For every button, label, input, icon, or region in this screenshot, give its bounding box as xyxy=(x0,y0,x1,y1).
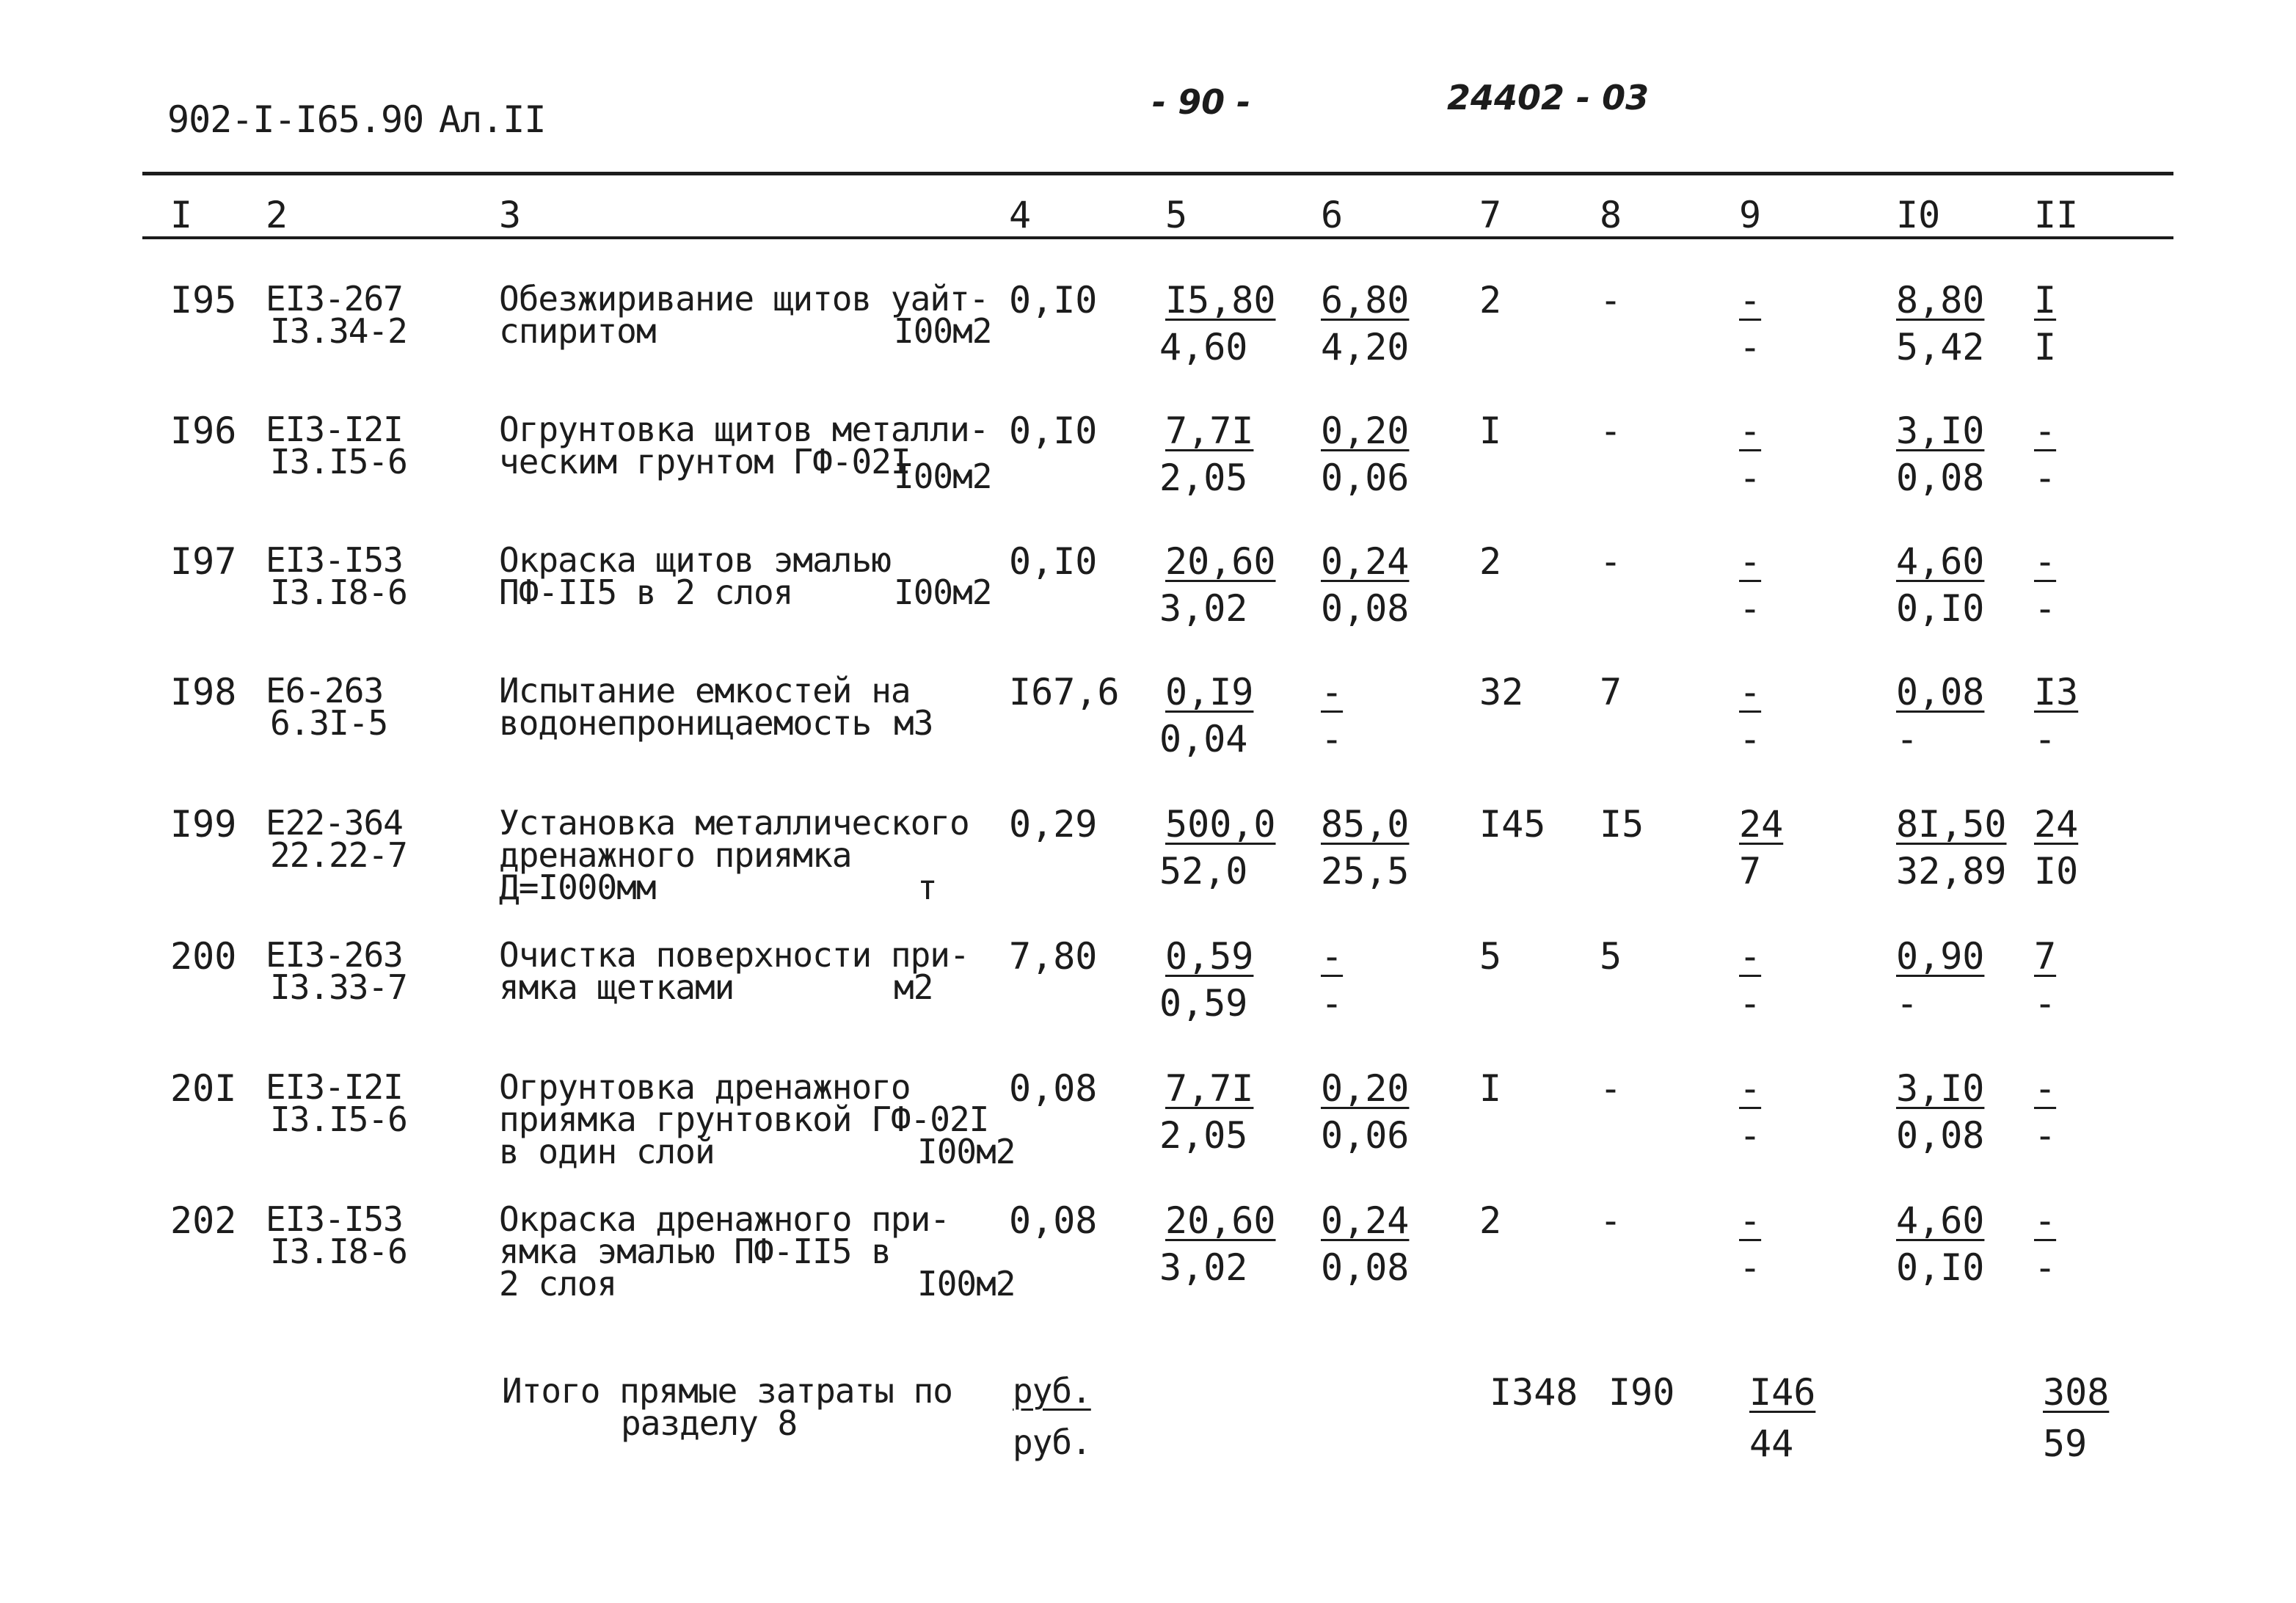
col11-top: I xyxy=(2034,279,2057,321)
col9-top: - xyxy=(1739,540,1762,583)
unit-cost-bottom: 4,60 xyxy=(1159,326,1248,368)
total-col11-bottom: 59 xyxy=(2043,1422,2088,1465)
col10-bottom: 0,I0 xyxy=(1896,1246,1985,1289)
col6-top: 6,80 xyxy=(1321,279,1410,321)
column-header-2: 2 xyxy=(266,194,288,236)
col10-top: 4,60 xyxy=(1896,1199,1985,1242)
work-description-line: Окраска щитов эмалью xyxy=(499,540,891,580)
col9-top: - xyxy=(1739,1199,1762,1242)
unit-cost-top: 7,7I xyxy=(1165,1067,1254,1110)
unit-cost-top: 20,60 xyxy=(1165,540,1276,583)
col6-bottom: 0,08 xyxy=(1321,1246,1410,1289)
norm-code: EI3-I53 xyxy=(266,540,403,580)
work-description-line: в один слой xyxy=(499,1132,715,1171)
unit-cost-bottom: 2,05 xyxy=(1159,457,1248,499)
col11-top: - xyxy=(2034,1199,2057,1242)
col9-top: - xyxy=(1739,410,1762,452)
norm-code: E22-364 xyxy=(266,803,403,843)
col9-bottom: - xyxy=(1739,718,1762,760)
col7-value: I xyxy=(1479,410,1502,452)
norm-code: EI3-I2I xyxy=(266,1067,403,1107)
col8-value: - xyxy=(1600,540,1622,583)
norm-code-2: I3.I8-6 xyxy=(270,1232,407,1271)
work-description-line: Д=I000мм xyxy=(499,868,656,907)
unit-cost-bottom: 0,59 xyxy=(1159,982,1248,1025)
col7-value: I45 xyxy=(1479,803,1546,846)
column-header-5: 5 xyxy=(1165,194,1188,236)
norm-code: EI3-263 xyxy=(266,935,403,975)
quantity: 0,08 xyxy=(1009,1199,1098,1242)
col9-top: - xyxy=(1739,935,1762,978)
norm-code-2: 6.3I-5 xyxy=(270,703,388,743)
unit-of-measure: т xyxy=(917,868,937,907)
unit-cost-top: 0,59 xyxy=(1165,935,1254,978)
norm-code-2: I3.I5-6 xyxy=(270,1099,407,1139)
col10-top: 8I,50 xyxy=(1896,803,2007,846)
norm-code: EI3-267 xyxy=(266,279,403,319)
col8-value: - xyxy=(1600,1067,1622,1110)
col6-top: 0,20 xyxy=(1321,1067,1410,1110)
col9-top: - xyxy=(1739,1067,1762,1110)
column-header-9: 9 xyxy=(1739,194,1762,236)
header-bottom-rule xyxy=(142,236,2173,239)
col11-bottom: - xyxy=(2034,457,2057,499)
unit-of-measure: I00м2 xyxy=(894,572,992,612)
total-label: Итого прямые затраты по xyxy=(502,1371,952,1411)
total-section-label: разделу 8 xyxy=(621,1403,798,1443)
row-number: I97 xyxy=(170,540,237,583)
col6-bottom: 25,5 xyxy=(1321,850,1410,893)
col6-top: - xyxy=(1321,671,1344,713)
col10-bottom: 32,89 xyxy=(1896,850,2007,893)
col9-bottom: - xyxy=(1739,1246,1762,1289)
col8-value: - xyxy=(1600,410,1622,452)
row-number: I95 xyxy=(170,279,237,321)
col6-bottom: - xyxy=(1321,718,1344,760)
unit-of-measure: I00м2 xyxy=(894,311,992,351)
unit-cost-top: 0,I9 xyxy=(1165,671,1254,713)
col7-value: 32 xyxy=(1479,671,1524,713)
unit-of-measure: I00м2 xyxy=(917,1264,1016,1304)
document-code: 902-I-I65.90 xyxy=(167,98,424,141)
col11-bottom: - xyxy=(2034,1114,2057,1157)
work-description-line: Окраска дренажного при- xyxy=(499,1199,950,1239)
norm-code-2: I3.I8-6 xyxy=(270,572,407,612)
column-header-7: 7 xyxy=(1479,194,1502,236)
col10-top: 8,80 xyxy=(1896,279,1985,321)
total-unit-bottom: руб. xyxy=(1013,1422,1091,1462)
col6-top: 0,20 xyxy=(1321,410,1410,452)
col6-bottom: 0,08 xyxy=(1321,587,1410,630)
col11-bottom: I0 xyxy=(2034,850,2079,893)
col10-top: 3,I0 xyxy=(1896,410,1985,452)
quantity: 0,I0 xyxy=(1009,410,1098,452)
unit-cost-top: I5,80 xyxy=(1165,279,1276,321)
unit-cost-bottom: 52,0 xyxy=(1159,850,1248,893)
work-description-line: Огрунтовка дренажного xyxy=(499,1067,911,1107)
total-col7: I348 xyxy=(1490,1371,1578,1414)
total-unit-top: руб. xyxy=(1013,1371,1091,1411)
norm-code: EI3-I53 xyxy=(266,1199,403,1239)
col6-top: 85,0 xyxy=(1321,803,1410,846)
unit-cost-top: 20,60 xyxy=(1165,1199,1276,1242)
album-number: Ал.II xyxy=(439,98,546,141)
row-number: 202 xyxy=(170,1199,237,1242)
col6-top: 0,24 xyxy=(1321,540,1410,583)
col6-bottom: 4,20 xyxy=(1321,326,1410,368)
col11-bottom: I xyxy=(2034,326,2057,368)
unit-cost-bottom: 0,04 xyxy=(1159,718,1248,760)
unit-of-measure: м2 xyxy=(894,967,933,1007)
col8-value: 5 xyxy=(1600,935,1622,978)
norm-code-2: I3.33-7 xyxy=(270,967,407,1007)
total-col11-top: 308 xyxy=(2043,1371,2110,1414)
col11-top: 7 xyxy=(2034,935,2057,978)
col8-value: - xyxy=(1600,279,1622,321)
col9-top: - xyxy=(1739,279,1762,321)
col7-value: 2 xyxy=(1479,279,1502,321)
col6-top: - xyxy=(1321,935,1344,978)
row-number: I96 xyxy=(170,410,237,452)
work-description-line: Очистка поверхности при- xyxy=(499,935,969,975)
col8-value: - xyxy=(1600,1199,1622,1242)
total-col8: I90 xyxy=(1608,1371,1675,1414)
col10-top: 0,90 xyxy=(1896,935,1985,978)
work-description-line: Установка металлического xyxy=(499,803,969,843)
unit-cost-bottom: 3,02 xyxy=(1159,1246,1248,1289)
col10-bottom: 5,42 xyxy=(1896,326,1985,368)
quantity: 0,I0 xyxy=(1009,279,1098,321)
quantity: 0,I0 xyxy=(1009,540,1098,583)
col6-bottom: 0,06 xyxy=(1321,1114,1410,1157)
unit-of-measure: I00м2 xyxy=(917,1132,1016,1171)
work-description-line: приямка грунтовкой ГФ-02I xyxy=(499,1099,989,1139)
work-description-line: 2 слоя xyxy=(499,1264,617,1304)
col8-value: 7 xyxy=(1600,671,1622,713)
col11-top: 24 xyxy=(2034,803,2079,846)
page-number: - 90 - xyxy=(1152,82,1251,122)
unit-of-measure: I00м2 xyxy=(894,457,992,496)
row-number: 200 xyxy=(170,935,237,978)
work-description-line: ческим грунтом ГФ-02I xyxy=(499,442,911,481)
quantity: I67,6 xyxy=(1009,671,1120,713)
column-header-11: II xyxy=(2034,194,2079,236)
col11-bottom: - xyxy=(2034,1246,2057,1289)
col9-top: 24 xyxy=(1739,803,1784,846)
unit-cost-top: 500,0 xyxy=(1165,803,1276,846)
norm-code-2: I3.34-2 xyxy=(270,311,407,351)
work-description-line: водонепроницаемость xyxy=(499,703,872,743)
row-number: I99 xyxy=(170,803,237,846)
registration-stamp: 24402 - 03 xyxy=(1447,78,1650,117)
col11-bottom: - xyxy=(2034,587,2057,630)
col6-bottom: - xyxy=(1321,982,1344,1025)
col11-top: - xyxy=(2034,540,2057,583)
col10-top: 4,60 xyxy=(1896,540,1985,583)
work-description-line: дренажного приямка xyxy=(499,835,852,875)
col6-bottom: 0,06 xyxy=(1321,457,1410,499)
work-description-line: ямка эмалью ПФ-II5 в xyxy=(499,1232,891,1271)
quantity: 7,80 xyxy=(1009,935,1098,978)
col10-bottom: 0,08 xyxy=(1896,457,1985,499)
quantity: 0,08 xyxy=(1009,1067,1098,1110)
unit-of-measure: м3 xyxy=(894,703,933,743)
col10-bottom: 0,I0 xyxy=(1896,587,1985,630)
col9-top: - xyxy=(1739,671,1762,713)
col8-value: I5 xyxy=(1600,803,1644,846)
row-number: 20I xyxy=(170,1067,237,1110)
table-top-rule xyxy=(142,172,2173,175)
col11-bottom: - xyxy=(2034,982,2057,1025)
work-description-line: Огрунтовка щитов металли- xyxy=(499,410,989,449)
col9-bottom: - xyxy=(1739,457,1762,499)
row-number: I98 xyxy=(170,671,237,713)
column-header-1: I xyxy=(170,194,193,236)
work-description-line: ямка щетками xyxy=(499,967,735,1007)
unit-cost-bottom: 2,05 xyxy=(1159,1114,1248,1157)
total-col9-top: I46 xyxy=(1749,1371,1816,1414)
column-header-3: 3 xyxy=(499,194,522,236)
col9-bottom: - xyxy=(1739,587,1762,630)
col10-bottom: - xyxy=(1896,718,1919,760)
unit-cost-top: 7,7I xyxy=(1165,410,1254,452)
col9-bottom: 7 xyxy=(1739,850,1762,893)
col10-top: 0,08 xyxy=(1896,671,1985,713)
col11-bottom: - xyxy=(2034,718,2057,760)
col9-bottom: - xyxy=(1739,982,1762,1025)
col7-value: 2 xyxy=(1479,1199,1502,1242)
col7-value: 2 xyxy=(1479,540,1502,583)
col10-top: 3,I0 xyxy=(1896,1067,1985,1110)
work-description-line: Испытание емкостей на xyxy=(499,671,911,710)
col6-top: 0,24 xyxy=(1321,1199,1410,1242)
column-header-8: 8 xyxy=(1600,194,1622,236)
col11-top: - xyxy=(2034,1067,2057,1110)
col7-value: I xyxy=(1479,1067,1502,1110)
norm-code-2: I3.I5-6 xyxy=(270,442,407,481)
quantity: 0,29 xyxy=(1009,803,1098,846)
column-header-4: 4 xyxy=(1009,194,1032,236)
column-header-10: I0 xyxy=(1896,194,1941,236)
norm-code-2: 22.22-7 xyxy=(270,835,407,875)
work-description-line: спиритом xyxy=(499,311,656,351)
col9-bottom: - xyxy=(1739,326,1762,368)
work-description-line: Обезжиривание щитов уайт- xyxy=(499,279,989,319)
unit-cost-bottom: 3,02 xyxy=(1159,587,1248,630)
column-header-6: 6 xyxy=(1321,194,1344,236)
total-col9-bottom: 44 xyxy=(1749,1422,1794,1465)
norm-code: EI3-I2I xyxy=(266,410,403,449)
col7-value: 5 xyxy=(1479,935,1502,978)
norm-code: E6-263 xyxy=(266,671,384,710)
col10-bottom: 0,08 xyxy=(1896,1114,1985,1157)
col9-bottom: - xyxy=(1739,1114,1762,1157)
work-description-line: ПФ-II5 в 2 слоя xyxy=(499,572,793,612)
col11-top: - xyxy=(2034,410,2057,452)
col11-top: I3 xyxy=(2034,671,2079,713)
col10-bottom: - xyxy=(1896,982,1919,1025)
